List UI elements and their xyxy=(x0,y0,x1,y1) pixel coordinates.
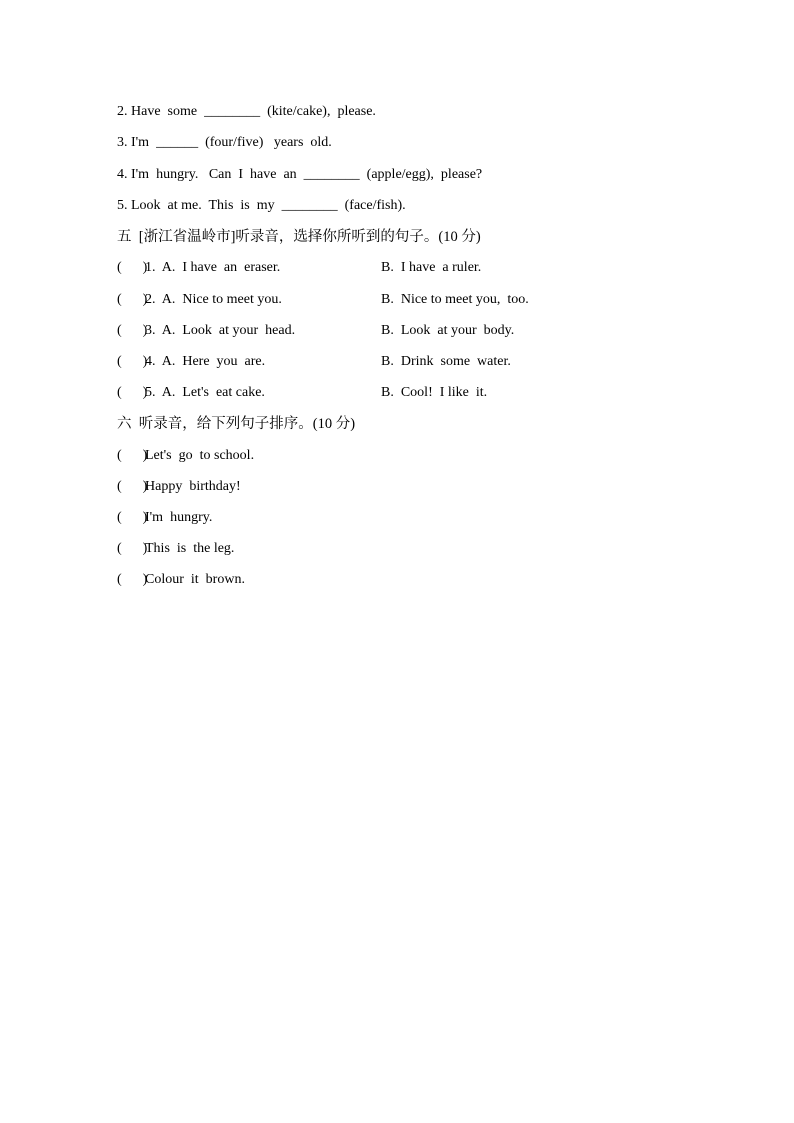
sentence-text: This is the leg. xyxy=(145,541,235,556)
section-5-question-2 xyxy=(117,291,677,309)
answer-blank[interactable]: ( ) xyxy=(117,541,148,556)
sentence-text: Happy birthday! xyxy=(145,479,241,494)
option-a: 2. A. Nice to meet you. xyxy=(145,292,282,307)
option-b: B. Nice to meet you, too. xyxy=(381,292,529,307)
section-6-item-5 xyxy=(117,571,677,589)
answer-blank[interactable]: ( ) xyxy=(117,385,148,400)
section-5-question-5 xyxy=(117,384,677,402)
answer-blank[interactable]: ( ) xyxy=(117,448,148,463)
option-a: 5. A. Let's eat cake. xyxy=(145,385,265,400)
section-6-item-4 xyxy=(117,540,677,558)
section-5-question-1 xyxy=(117,259,677,277)
option-b: B. I have a ruler. xyxy=(381,260,482,275)
section-6-item-1 xyxy=(117,447,677,465)
answer-blank[interactable]: ( ) xyxy=(117,510,148,525)
option-b: B. Look at your body. xyxy=(381,323,515,338)
fill-in-item-3: 3. I'm ______ (four/five) years old. xyxy=(117,135,332,150)
option-a: 3. A. Look at your head. xyxy=(145,323,296,338)
option-b: B. Cool! I like it. xyxy=(381,385,488,400)
answer-blank[interactable]: ( ) xyxy=(117,323,148,338)
fill-in-item-4: 4. I'm hungry. Can I have an ________ (apple/egg), please? xyxy=(117,167,483,182)
section-5-question-3 xyxy=(117,322,677,340)
fill-in-item-2: 2. Have some ________ (kite/cake), please. xyxy=(117,104,376,119)
option-a: 1. A. I have an eraser. xyxy=(145,260,281,275)
sentence-text: Colour it brown. xyxy=(145,572,245,587)
answer-blank[interactable]: ( ) xyxy=(117,572,148,587)
answer-blank[interactable]: ( ) xyxy=(117,479,148,494)
section-6-item-2 xyxy=(117,478,677,496)
section-5-heading: 五 [浙江省温岭市]听录音，选择你所听到的句子。(10 分) xyxy=(117,229,481,245)
section-6-item-3 xyxy=(117,509,677,527)
section-5-question-4 xyxy=(117,353,677,371)
option-b: B. Drink some water. xyxy=(381,354,511,369)
section-6-heading: 六 听录音，给下列句子排序。(10 分) xyxy=(117,416,356,432)
answer-blank[interactable]: ( ) xyxy=(117,260,148,275)
answer-blank[interactable]: ( ) xyxy=(117,292,148,307)
sentence-text: Let's go to school. xyxy=(145,448,255,463)
sentence-text: I'm hungry. xyxy=(145,510,213,525)
answer-blank[interactable]: ( ) xyxy=(117,354,148,369)
option-a: 4. A. Here you are. xyxy=(145,354,266,369)
fill-in-item-5: 5. Look at me. This is my ________ (face/fish). xyxy=(117,198,406,213)
